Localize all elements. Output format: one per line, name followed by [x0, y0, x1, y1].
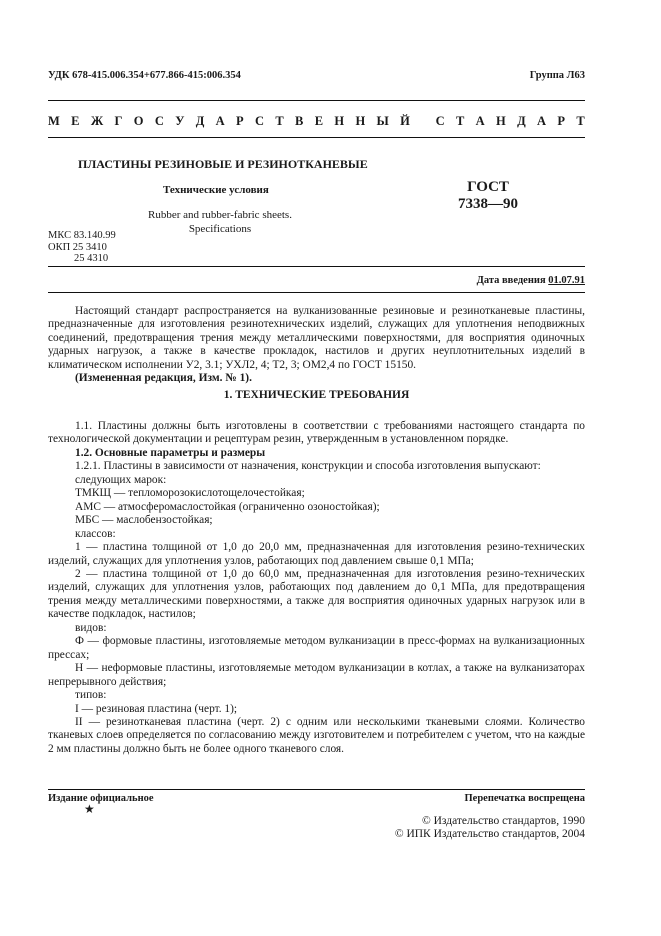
section-body — [48, 420, 585, 756]
document-subtitle: Технические условия — [163, 184, 269, 196]
standard-type-letter: Т — [275, 114, 284, 128]
intro-block — [48, 305, 585, 386]
kind-n: Н — неформовые пластины, изготовляемые методом вулканизации в котлах, а также на вулканизаторах непрерывного действия; — [48, 662, 585, 688]
standard-type-letter: Т — [455, 114, 465, 128]
group-code: Группа Л63 — [529, 70, 585, 81]
standard-type-letter: Р — [557, 114, 566, 128]
reprint-prohibited: Перепечатка воспрещена — [464, 793, 585, 804]
standard-type-letter — [421, 114, 424, 129]
date-rule — [48, 292, 585, 293]
clause-1-1: 1.1. Пластины должны быть изготовлены в соответствии с требованиями настоящего стандарта по технологической документации и рецептурам резин, утвержденным в установленном порядке. — [48, 420, 585, 446]
english-title — [148, 208, 292, 236]
section-heading: 1. ТЕХНИЧЕСКИЕ ТРЕБОВАНИЯ — [223, 389, 410, 401]
heading-rule — [48, 137, 585, 138]
standard-type-letter: А — [537, 114, 547, 128]
standard-type-letter: Г — [114, 114, 123, 128]
standard-type-heading — [48, 114, 585, 129]
classification-codes — [48, 230, 116, 265]
type-2: II — резинотканевая пластина (черт. 2) с одним или несколькими тканевыми слоями. Количество тканевых слоев определяется по согласованию между изготовителем и потребителем с учетом, что на каждые 2 мм пластины должно быть не более одного тканевого слоя. — [48, 715, 585, 755]
standard-type-letter: М — [48, 114, 60, 128]
amendment-note: (Измененная редакция, Изм. № 1). — [75, 372, 252, 385]
standard-type-letter: С — [255, 114, 265, 128]
standard-type-letter: Ж — [90, 114, 104, 128]
standard-type-letter: В — [295, 114, 304, 128]
classes-label: классов: — [75, 527, 116, 540]
class-2: 2 — пластина толщиной от 1,0 до 60,0 мм, предназначенная для изготовления резино-технических изделий, служащих для уплотнения узлов, работающих под давлением до 0,1 МПа, для предотвращения трения между металлическими поверхностями, а также для восприятия одиночных ударных нагрузок или в качестве подкладок, настилов; — [48, 567, 585, 621]
standard-type-letter: Н — [355, 114, 366, 128]
kind-f: Ф — формовые пластины, изготовляемые методом вулканизации в пресс-формах на вулканизационных прессах; — [48, 635, 585, 661]
official-edition: Издание официальное — [48, 793, 154, 804]
intro-paragraph: Настоящий стандарт распространяется на вулканизованные резиновые и резинотканевые пластины, предназначенные для изготовления резинотехнических изделий, служащих для уплотнения неподвижных соединений, предотвращения трения между металлическими поверхностями, для восприятия одиночных ударных нагрузок, а также в качестве прокладок, настилов и других неуплотнительных изделий в климатическом исполнении У2, 3.1; УХЛ2, 4; Т2, 3; ОМ2,4 по ГОСТ 15150. — [48, 305, 585, 371]
standard-type-letter: О — [133, 114, 144, 128]
copyright-block — [395, 815, 585, 841]
standard-type-letter: Д — [517, 114, 526, 128]
okp-code-2: 25 4310 — [74, 253, 109, 264]
intro-date-value: 01.07.91 — [548, 275, 585, 286]
copyright-2: © ИПК Издательство стандартов, 2004 — [394, 828, 585, 840]
standard-type-letter: Й — [400, 114, 410, 128]
standard-type-letter: А — [215, 114, 225, 128]
gost-code: 7338—90 — [458, 196, 518, 212]
document-title: ПЛАСТИНЫ РЕЗИНОВЫЕ И РЕЗИНОТКАНЕВЫЕ — [78, 157, 368, 171]
english-title-line-2: Specifications — [188, 223, 252, 235]
standard-type-letter: С — [435, 114, 445, 128]
type-1: I — резиновая пластина (черт. 1); — [75, 702, 238, 715]
mark-mbs: МБС — маслобензостойкая; — [75, 514, 213, 527]
standard-type-letter: Р — [236, 114, 244, 128]
okp-code: ОКП 25 3410 — [48, 241, 107, 253]
top-rule — [48, 100, 585, 101]
intro-date — [477, 275, 585, 286]
standard-type-letter: Т — [576, 114, 585, 128]
standard-type-letter: С — [154, 114, 164, 128]
udk-code: УДК 678-415.006.354+677.866-415:006.354 — [48, 70, 241, 81]
copyright-1: © Издательство стандартов, 1990 — [421, 815, 585, 827]
standard-type-letter: Н — [334, 114, 345, 128]
codes-rule — [48, 266, 585, 267]
kinds-label: видов: — [75, 621, 107, 634]
intro-date-label: Дата введения — [476, 275, 546, 286]
standard-type-letter: Д — [195, 114, 205, 128]
gost-number — [456, 179, 520, 213]
standard-type-letter: У — [175, 114, 185, 128]
english-title-line-1: Rubber and rubber-fabric sheets. — [148, 209, 292, 221]
mark-tmksch: ТМКЩ — тепломорозокислотощелочестойкая; — [75, 487, 305, 500]
gost-label: ГОСТ — [467, 179, 509, 195]
standard-type-letter: Н — [496, 114, 506, 128]
footer-rule — [48, 789, 585, 790]
mks-code: МКС 83.140.99 — [48, 230, 116, 241]
clause-1-2: 1.2. Основные параметры и размеры — [75, 446, 266, 459]
class-1: 1 — пластина толщиной от 1,0 до 20,0 мм, предназначенная для изготовления резино-технических изделий, служащих для уплотнения узлов, работающих под давлением свыше 0,1 МПа; — [48, 541, 585, 567]
standard-type-letter: Е — [314, 114, 324, 128]
clause-1-2-1: 1.2.1. Пластины в зависимости от назначения, конструкции и способа изготовления выпускают: — [75, 460, 541, 473]
standard-type-letter: А — [475, 114, 485, 128]
standard-type-letter: Ы — [376, 114, 389, 128]
types-label: типов: — [75, 689, 107, 702]
star-icon: ★ — [84, 802, 95, 816]
standard-type-letter: Е — [71, 114, 80, 128]
mark-ams: АМС — атмосферомаслостойкая (ограниченно озоностойкая); — [75, 500, 380, 513]
marks-label: следующих марок: — [75, 473, 167, 486]
